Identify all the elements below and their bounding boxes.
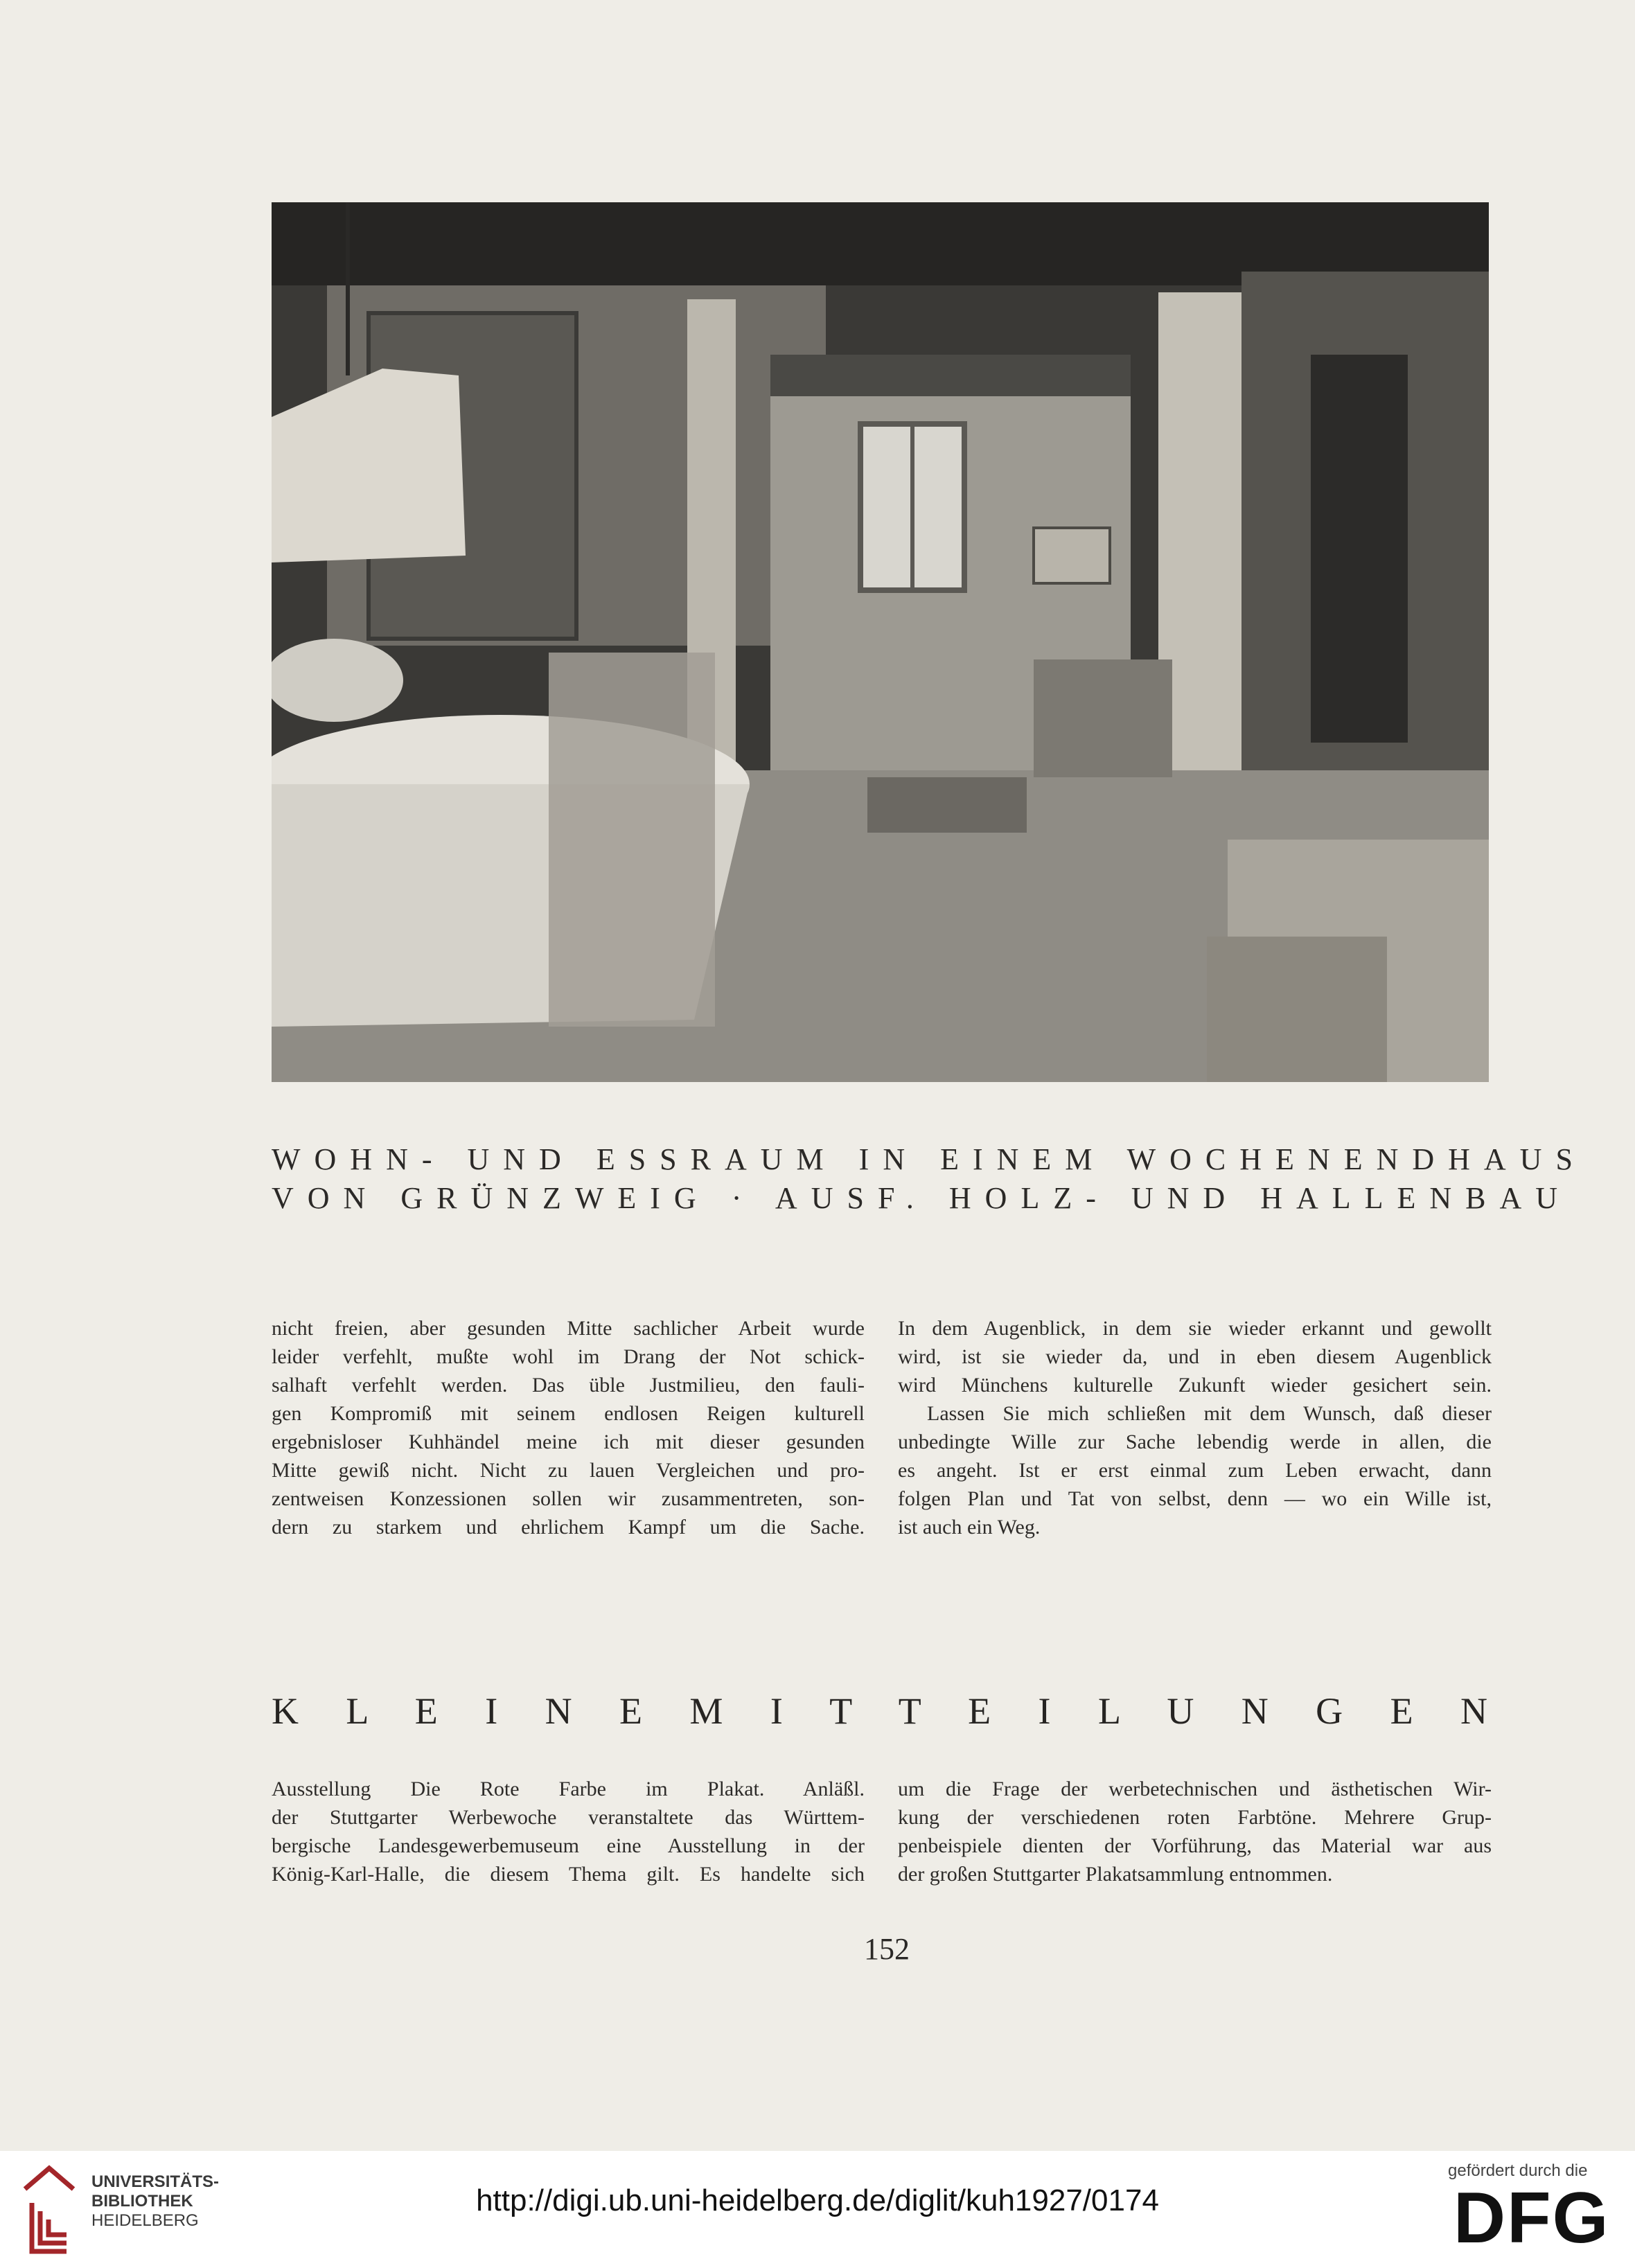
text-line: Mitte gewiß nicht. Nicht zu lauen Vergleichen und pro- [272,1459,865,1482]
text-line: der Stuttgarter Werbewoche veranstaltete das Württem- [272,1806,865,1829]
news-column-left [272,1775,865,1888]
text-line: wird, ist sie wieder da, und in eben diesem Augenblick [898,1345,1492,1368]
text-line: folgen Plan und Tat von selbst, denn — wo ein Wille ist, [898,1487,1492,1510]
news-column-right [898,1775,1492,1888]
page-number: 152 [864,1932,910,1966]
section-heading: K L E I N E M I T T E I L U N G E N [272,1690,1489,1732]
text-line: unbedingte Wille zur Sache lebendig werde in allen, die [898,1430,1492,1453]
text-line: salhaft verfehlt werden. Das üble Justmilieu, den fauli- [272,1374,865,1397]
text-line: leider verfehlt, mußte wohl im Drang der Not schick- [272,1345,865,1368]
text-line: der großen Stuttgarter Plakatsammlung entnommen. [898,1863,1333,1886]
text-line: ergebnisloser Kuhhändel meine ich mit dieser gesunden [272,1430,865,1453]
text-line: In dem Augenblick, in dem sie wieder erkannt und gewollt [898,1317,1492,1340]
text-line: König-Karl-Halle, die diesem Thema gilt. Es handelte sich [272,1863,865,1886]
caption-line-1: WOHN- UND ESSRAUM IN EINEM WOCHENENDHAUS [272,1142,1587,1176]
caption-line-2: VON GRÜNZWEIG · AUSF. HOLZ- UND HALLENBAU [272,1181,1572,1215]
text-line: bergische Landesgewerbemuseum eine Ausstellung in der [272,1834,865,1857]
text-line: wird Münchens kulturelle Zukunft wieder gesichert sein. [898,1374,1492,1397]
article-column-left [272,1314,865,1541]
text-line: um die Frage der werbetechnischen und ästhetischen Wir- [898,1778,1492,1800]
library-line-1: UNIVERSITÄTS- [91,2172,220,2191]
interior-photograph [272,202,1489,1082]
text-line: nicht freien, aber gesunden Mitte sachlicher Arbeit wurde [272,1317,865,1340]
photo-illustration [272,202,1489,1082]
article-column-right [898,1314,1492,1541]
text-line: kung der verschiedenen roten Farbtöne. Mehrere Grup- [898,1806,1492,1829]
library-line-3: HEIDELBERG [91,2211,199,2230]
text-line: Ausstellung Die Rote Farbe im Plakat. Anläßl. [272,1778,865,1800]
text-line: es angeht. Ist er erst einmal zum Leben erwacht, dann [898,1459,1492,1482]
source-url-link[interactable]: http://digi.ub.uni-heidelberg.de/diglit/kuh1927/0174 [476,2183,1159,2217]
funding-note: gefördert durch die [1448,2161,1588,2180]
text-line: gen Kompromiß mit seinem endlosen Reigen kulturell [272,1402,865,1425]
text-line: ist auch ein Weg. [898,1516,1041,1539]
dfg-logo: DFG [1453,2178,1610,2258]
text-line: dern zu starkem und ehrlichem Kampf um die Sache. [272,1516,865,1539]
library-line-2: BIBLIOTHEK [91,2192,193,2211]
text-line: Lassen Sie mich schließen mit dem Wunsch, daß dieser [927,1402,1492,1425]
text-line: penbeispiele dienten der Vorführung, das Material war aus [898,1834,1492,1857]
text-line: zentweisen Konzessionen sollen wir zusammentreten, son- [272,1487,865,1510]
